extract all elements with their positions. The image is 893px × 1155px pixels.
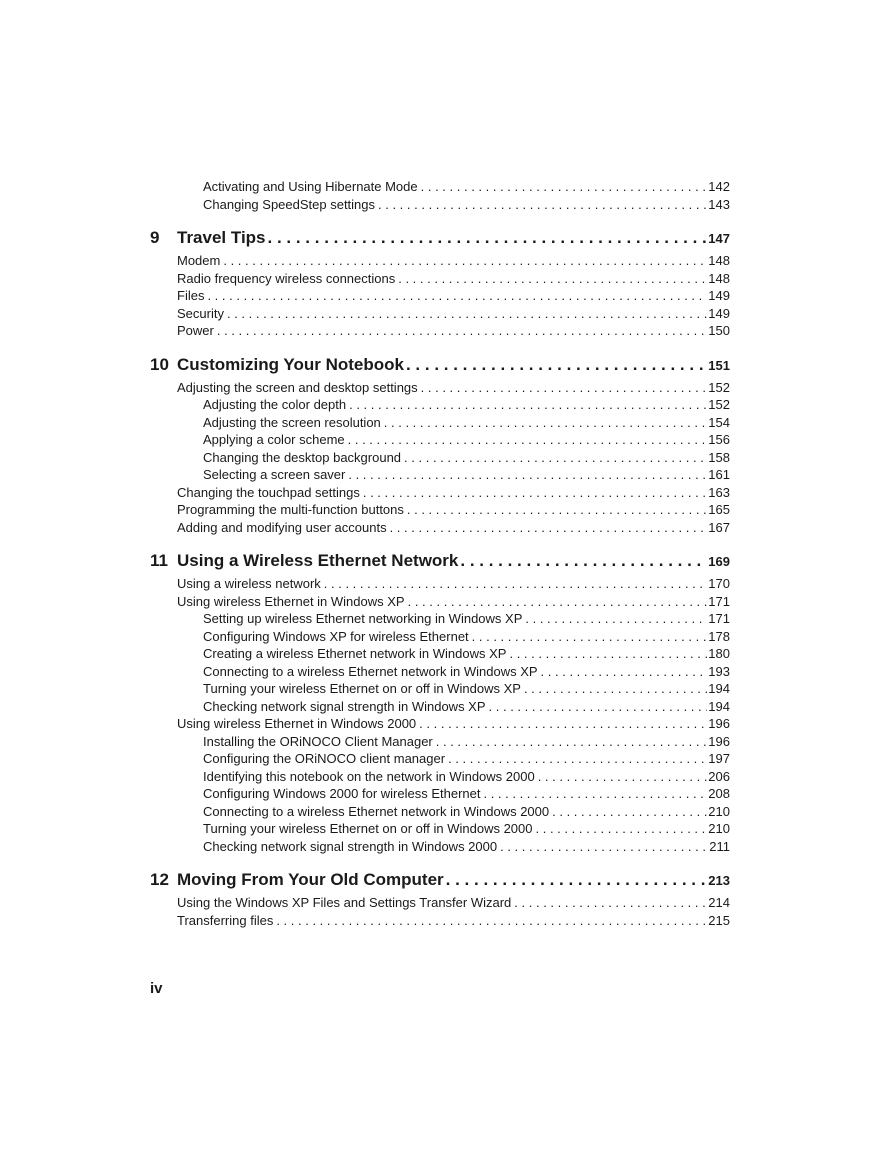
toc-entry-page: 154 (708, 414, 730, 430)
toc-entry-title: Security (177, 305, 224, 321)
toc-entry-title: Adjusting the screen and desktop settings (177, 379, 418, 395)
toc-entry-title: Radio frequency wireless connections (177, 270, 396, 286)
toc-entry-page: 206 (708, 768, 730, 784)
toc-entry-page: 170 (708, 576, 730, 591)
toc-entry-title: Programming the multi-function buttons (177, 502, 404, 517)
toc-entry-title: Changing the touchpad settings (177, 484, 360, 500)
dot-leader (525, 610, 707, 628)
dot-leader (349, 396, 707, 414)
toc-entry[interactable] (150, 785, 730, 803)
toc-entry-title: Configuring Windows 2000 for wireless Ethernet (203, 786, 481, 801)
toc-entry-title: Setting up wireless Ethernet networking in Windows XP (203, 611, 523, 626)
toc-entry-page: 167 (708, 519, 730, 535)
toc-entry-page: 194 (708, 681, 730, 696)
chapter-number: 12 (150, 870, 169, 889)
dot-leader (384, 414, 708, 432)
toc-entry[interactable] (150, 820, 730, 838)
chapter-page: 147 (708, 231, 730, 246)
toc-entry-page: 178 (708, 628, 730, 644)
dot-leader (460, 550, 707, 572)
toc-entry-title: Adding and modifying user accounts (177, 519, 387, 535)
toc-entry[interactable] (150, 484, 730, 502)
chapter-list (150, 227, 730, 929)
chapter-page: 151 (708, 357, 730, 373)
dot-leader (268, 227, 708, 249)
dot-leader (436, 733, 708, 751)
toc-entry-page: 180 (708, 646, 730, 661)
toc-entry-title: Changing SpeedStep settings (203, 196, 376, 212)
toc-entry[interactable] (150, 680, 730, 698)
toc-entry-title: Applying a color scheme (203, 432, 345, 447)
toc-entry-page: 208 (708, 786, 730, 801)
dot-leader (408, 593, 708, 611)
toc-entry-page: 161 (708, 467, 730, 482)
chapter-number: 9 (150, 228, 160, 247)
dot-leader (421, 178, 708, 196)
chapter-title: Customizing Your Notebook (177, 354, 404, 374)
toc-entry-page: 143 (708, 196, 730, 212)
toc-entry[interactable] (150, 663, 730, 681)
toc-entry-page: 158 (708, 449, 730, 465)
chapter-number: 10 (150, 354, 169, 374)
chapter-number: 11 (150, 551, 168, 570)
toc-entry-title: Modem (177, 253, 221, 268)
chapter-title: Travel Tips (177, 228, 266, 247)
toc-entry-page: 196 (708, 716, 730, 731)
dot-leader (217, 322, 707, 340)
dot-leader (407, 501, 707, 519)
toc-entry-page: 210 (708, 803, 730, 819)
chapter-heading[interactable] (150, 354, 730, 377)
chapter-heading[interactable] (150, 227, 730, 250)
toc-entry-title: Connecting to a wireless Ethernet network in Windows XP (203, 663, 538, 679)
toc-entry-title: Turning your wireless Ethernet on or off in Windows XP (203, 681, 521, 696)
dot-leader (223, 252, 707, 270)
toc-entry[interactable] (150, 322, 730, 340)
toc-entry-title: Installing the ORiNOCO Client Manager (203, 733, 433, 749)
toc-entry[interactable] (150, 414, 730, 432)
toc-entry[interactable] (150, 894, 730, 912)
dot-leader (552, 803, 707, 821)
dot-leader (276, 912, 707, 930)
toc-entry[interactable] (150, 645, 730, 663)
toc-entry[interactable] (150, 768, 730, 786)
dot-leader (536, 820, 708, 838)
dot-leader (509, 645, 707, 663)
dot-leader (514, 894, 707, 912)
dot-leader (446, 869, 708, 891)
toc-entry-title: Turning your wireless Ethernet on or off in Windows 2000 (203, 821, 533, 836)
chapter-page: 213 (708, 873, 730, 888)
dot-leader (500, 838, 708, 856)
dot-leader (378, 196, 707, 214)
toc-entry[interactable] (150, 715, 730, 733)
toc-entry-page: 149 (708, 305, 730, 321)
toc-entry-page: 214 (708, 895, 730, 910)
dot-leader (324, 575, 708, 593)
toc-entry-title: Checking network signal strength in Windows 2000 (203, 838, 498, 854)
toc-entry-page: 148 (708, 270, 730, 286)
toc-entry[interactable] (150, 396, 730, 414)
toc-entry[interactable] (150, 750, 730, 768)
dot-leader (406, 354, 707, 376)
toc-entry-title: Adjusting the screen resolution (203, 414, 381, 430)
toc-entry-page: 156 (708, 432, 730, 447)
toc-entry-page: 197 (708, 751, 730, 766)
chapter-heading[interactable] (150, 550, 730, 573)
toc-entry[interactable] (150, 287, 730, 305)
toc-entry[interactable] (150, 252, 730, 270)
toc-entry[interactable] (150, 501, 730, 519)
toc-entry-title: Configuring the ORiNOCO client manager (203, 751, 446, 766)
toc-entry-title: Configuring Windows XP for wireless Ethernet (203, 628, 469, 644)
toc-entry-title: Selecting a screen saver (203, 467, 346, 482)
toc-entry-title: Checking network signal strength in Windows XP (203, 698, 486, 714)
dot-leader (541, 663, 708, 681)
dot-leader (348, 466, 707, 484)
chapter-title: Using a Wireless Ethernet Network (177, 551, 459, 570)
chapter-page: 169 (708, 554, 730, 569)
toc-entry[interactable] (150, 178, 730, 196)
toc-entry[interactable] (150, 519, 730, 537)
toc-entry-page: 165 (708, 502, 730, 517)
toc-entry[interactable] (150, 466, 730, 484)
toc-entry-page: 196 (708, 733, 730, 749)
dot-leader (472, 628, 708, 646)
table-of-contents (150, 178, 730, 929)
toc-entry-page: 211 (709, 838, 730, 854)
toc-entry-title: Power (177, 323, 214, 338)
toc-entry[interactable] (150, 270, 730, 288)
toc-entry[interactable] (150, 196, 730, 214)
toc-entry-title: Using wireless Ethernet in Windows 2000 (177, 716, 417, 731)
toc-entry-page: 193 (708, 663, 730, 679)
toc-entry-title: Using the Windows XP Files and Settings Transfer Wizard (177, 895, 512, 910)
dot-leader (421, 379, 708, 397)
dot-leader (390, 519, 708, 537)
toc-entry[interactable] (150, 912, 730, 930)
toc-entry[interactable] (150, 803, 730, 821)
toc-entry[interactable] (150, 628, 730, 646)
toc-entry[interactable] (150, 575, 730, 593)
chapter-title: Moving From Your Old Computer (177, 870, 444, 889)
dot-leader (489, 698, 708, 716)
dot-leader (404, 449, 707, 467)
toc-entry-title: Files (177, 288, 205, 303)
dot-leader (363, 484, 707, 502)
toc-entry-title: Adjusting the color depth (203, 397, 347, 412)
toc-entry-page: 150 (708, 323, 730, 338)
toc-entry-title: Using a wireless network (177, 576, 321, 591)
toc-entry-page: 210 (708, 821, 730, 836)
dot-leader (524, 680, 707, 698)
toc-entry[interactable] (150, 305, 730, 323)
toc-entry[interactable] (150, 379, 730, 397)
dot-leader (419, 715, 707, 733)
toc-entry-page: 171 (708, 611, 730, 626)
page-number: iv (150, 980, 163, 997)
toc-entry-title: Connecting to a wireless Ethernet network in Windows 2000 (203, 803, 550, 819)
toc-entry[interactable] (150, 431, 730, 449)
dot-leader (348, 431, 708, 449)
toc-entry-title: Changing the desktop background (203, 449, 402, 465)
toc-entry-page: 142 (708, 179, 730, 194)
chapter-heading[interactable] (150, 869, 730, 892)
toc-entry-page: 148 (708, 253, 730, 268)
dot-leader (398, 270, 707, 288)
toc-entry-page: 171 (708, 593, 730, 609)
toc-entry-title: Creating a wireless Ethernet network in Windows XP (203, 646, 507, 661)
toc-entry[interactable] (150, 698, 730, 716)
toc-entry-page: 194 (708, 698, 730, 714)
toc-entry[interactable] (150, 838, 730, 856)
toc-entry-page: 149 (708, 288, 730, 303)
toc-entry[interactable] (150, 449, 730, 467)
toc-entry-page: 152 (708, 397, 730, 412)
dot-leader (207, 287, 707, 305)
toc-entry-page: 163 (708, 484, 730, 500)
toc-entry[interactable] (150, 610, 730, 628)
dot-leader (483, 785, 707, 803)
dot-leader (227, 305, 707, 323)
toc-entry-title: Using wireless Ethernet in Windows XP (177, 593, 405, 609)
dot-leader (538, 768, 708, 786)
toc-entry-title: Activating and Using Hibernate Mode (203, 179, 418, 194)
dot-leader (448, 750, 707, 768)
toc-entry-page: 152 (708, 379, 730, 395)
toc-entry[interactable] (150, 733, 730, 751)
toc-entry-title: Transferring files (177, 912, 274, 928)
toc-entry-page: 215 (708, 912, 730, 928)
toc-entry-title: Identifying this notebook on the network in Windows 2000 (203, 768, 535, 784)
toc-entry[interactable] (150, 593, 730, 611)
